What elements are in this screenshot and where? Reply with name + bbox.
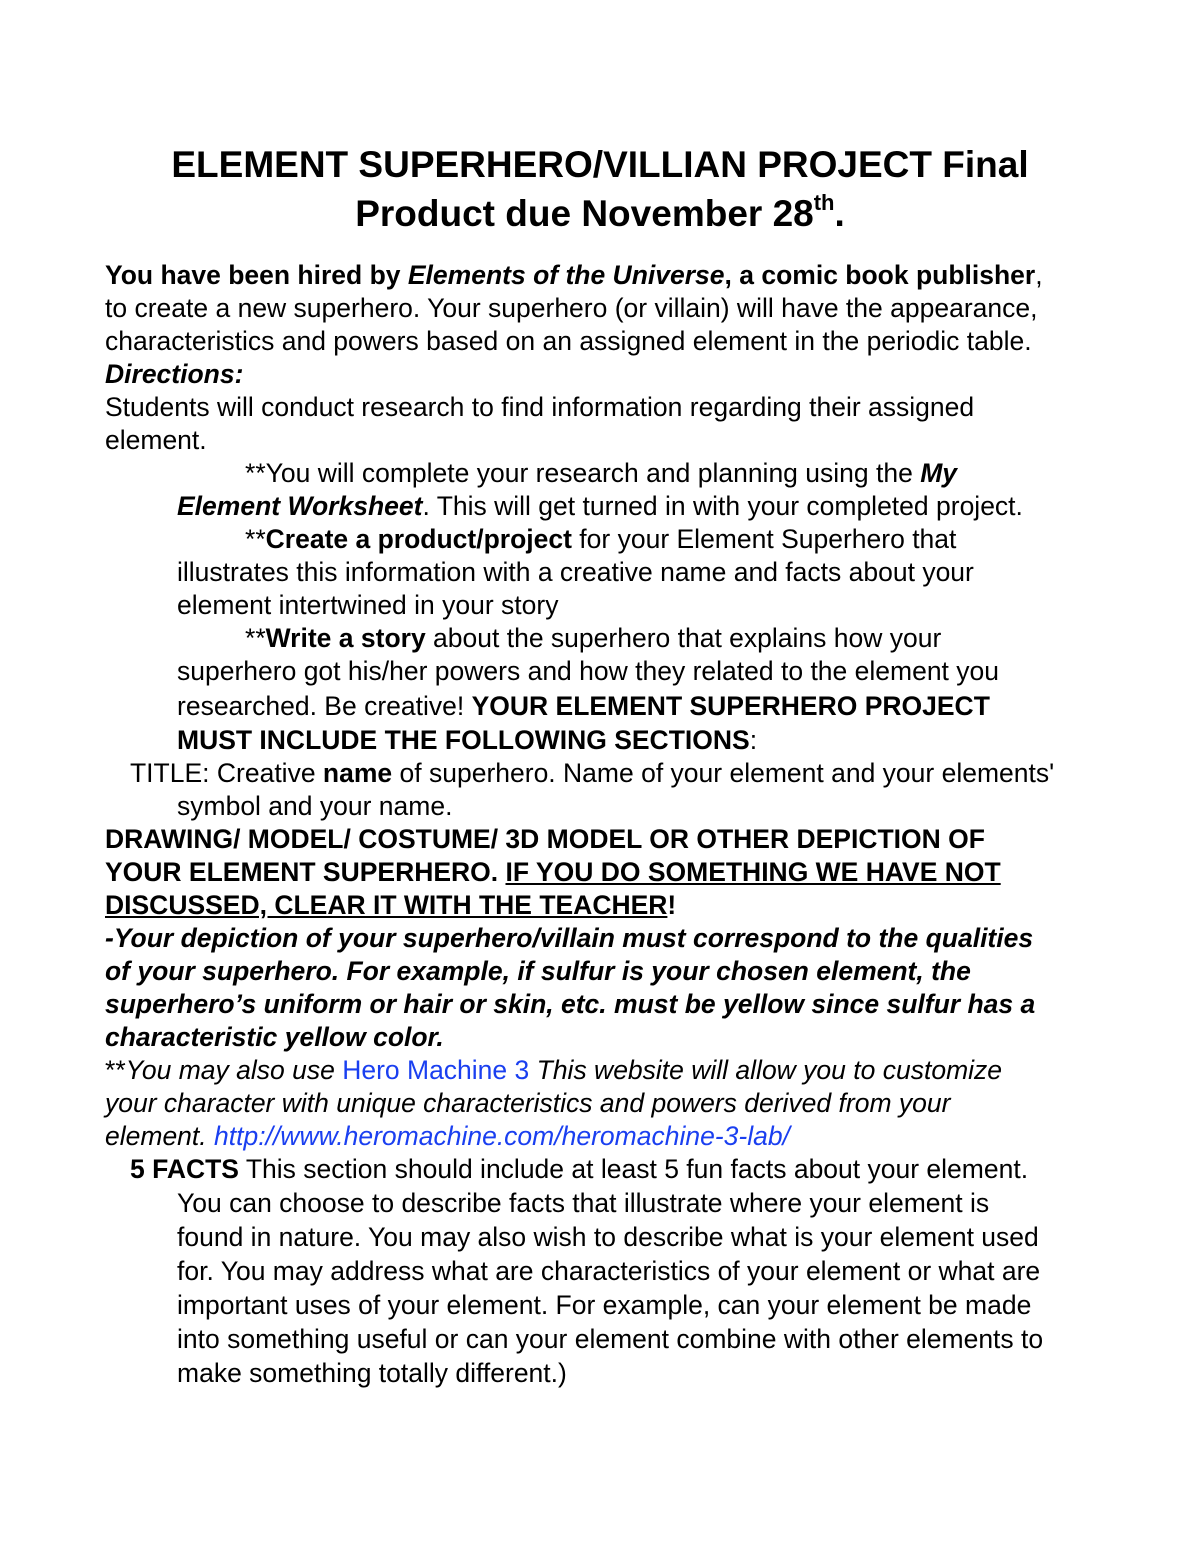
publisher-name: Elements of the Universe: [407, 260, 725, 290]
story-bold: Write a story: [265, 623, 426, 653]
hero-machine-link[interactable]: Hero Machine 3: [342, 1055, 530, 1085]
worksheet-line-2: [177, 490, 1023, 523]
drawing-text: YOUR ELEMENT SUPERHERO.: [105, 857, 506, 887]
facts-line-2: You can choose to describe facts that illustrate where your element is: [177, 1188, 990, 1218]
facts-line-6: into something useful or can your element combine with other elements to: [177, 1324, 1044, 1354]
title-section-line-1: [130, 757, 1054, 790]
intro-bold-1: You have been hired by: [105, 260, 408, 290]
title-section-text-1: : Creative: [202, 758, 323, 788]
heromachine-line-3: [105, 1120, 790, 1153]
directions-line-2: element.: [105, 425, 207, 455]
title-ordinal-suffix: th: [813, 190, 835, 215]
intro-comma: ,: [1035, 260, 1043, 290]
intro-bold-2: , a comic book publisher: [724, 260, 1036, 290]
story-text: about the superhero that explains how your: [425, 623, 942, 653]
sections-heading-2: MUST INCLUDE THE FOLLOWING SECTIONS: [177, 725, 750, 755]
heromachine-text-3: your character with unique characteristics and powers derived from your: [105, 1088, 951, 1118]
story-line-1: [245, 622, 941, 655]
drawing-line-3: [105, 889, 676, 922]
directions-line-1: Students will conduct research to find information regarding their assigned: [105, 392, 975, 422]
depiction-line-4: characteristic yellow color.: [105, 1022, 444, 1052]
title-line-2: [0, 189, 1200, 238]
heromachine-line-1: [105, 1054, 1002, 1087]
teacher-notice-2: DISCUSSED, CLEAR IT WITH THE TEACHER: [105, 890, 668, 920]
facts-line-7: make something totally different.): [177, 1358, 567, 1388]
title-period: .: [834, 193, 845, 234]
heromachine-text-4: element.: [105, 1121, 215, 1151]
story-line-4: [177, 724, 757, 757]
directions-heading: Directions:: [105, 359, 244, 389]
intro-line-1: [105, 259, 1043, 292]
worksheet-text-2: . This will get turned in with your completed project.: [422, 491, 1023, 521]
story-line-3-text: researched. Be creative!: [177, 691, 472, 721]
story-stars: **: [245, 623, 266, 653]
title-section-bold: name: [322, 758, 393, 788]
heromachine-url-link[interactable]: http://www.heromachine.com/heromachine-3-lab/: [214, 1121, 790, 1151]
title-section-label: TITLE: [130, 758, 203, 788]
worksheet-name-part-1: My: [920, 458, 958, 488]
facts-line-5: important uses of your element. For example, can your element be made: [177, 1290, 1032, 1320]
heromachine-text-1: You may also use: [125, 1055, 343, 1085]
facts-line-4: for. You may address what are characteristics of your element or what are: [177, 1256, 1041, 1286]
story-line-3: [177, 690, 990, 723]
facts-line-1: [130, 1153, 1028, 1186]
title-section-line-2: symbol and your name.: [177, 791, 453, 821]
story-line-2: superhero got his/her powers and how they related to the element you: [177, 656, 1000, 686]
facts-line-3: found in nature. You may also wish to describe what is your element used: [177, 1222, 1039, 1252]
sections-heading-1: YOUR ELEMENT SUPERHERO PROJECT: [471, 691, 990, 721]
title-line-2-text: Product due November 28: [355, 193, 814, 234]
drawing-line-1: DRAWING/ MODEL/ COSTUME/ 3D MODEL OR OTHER DEPICTION OF: [105, 824, 985, 854]
teacher-notice-exclaim: !: [667, 890, 677, 920]
intro-line-3: characteristics and powers based on an assigned element in the periodic table.: [105, 326, 1032, 356]
worksheet-line-1: [245, 457, 957, 490]
teacher-notice-1: IF YOU DO SOMETHING WE HAVE NOT: [505, 857, 1001, 887]
title-section-text-2: of superhero. Name of your element and your elements': [392, 758, 1055, 788]
sections-colon: :: [749, 725, 758, 755]
facts-label: 5 FACTS: [130, 1154, 239, 1184]
heromachine-line-2: [105, 1087, 950, 1120]
product-line-2: illustrates this information with a creative name and facts about your: [177, 557, 974, 587]
worksheet-name-part-2: Element Worksheet: [177, 491, 423, 521]
drawing-line-2: [105, 856, 1001, 889]
worksheet-text: **You will complete your research and planning using the: [245, 458, 921, 488]
product-stars: **: [245, 524, 266, 554]
facts-text: This section should include at least 5 fun facts about your element.: [238, 1154, 1029, 1184]
title-line-1: ELEMENT SUPERHERO/VILLIAN PROJECT Final: [171, 144, 1029, 185]
depiction-line-3: superhero’s uniform or hair or skin, etc. must be yellow since sulfur has a: [105, 989, 1036, 1019]
intro-line-2: to create a new superhero. Your superhero (or villain) will have the appearance,: [105, 293, 1038, 323]
heromachine-text-2: This website will allow you to customize: [529, 1055, 1003, 1085]
product-bold: Create a product/project: [265, 524, 572, 554]
page-title: [0, 140, 1200, 238]
depiction-line-2: of your superhero. For example, if sulfur is your chosen element, the: [105, 956, 971, 986]
product-text: for your Element Superhero that: [571, 524, 957, 554]
heromachine-stars: **: [105, 1055, 126, 1085]
product-line-1: [245, 523, 956, 556]
depiction-line-1: -Your depiction of your superhero/villain must correspond to the qualities: [105, 923, 1034, 953]
product-line-3: element intertwined in your story: [177, 590, 559, 620]
